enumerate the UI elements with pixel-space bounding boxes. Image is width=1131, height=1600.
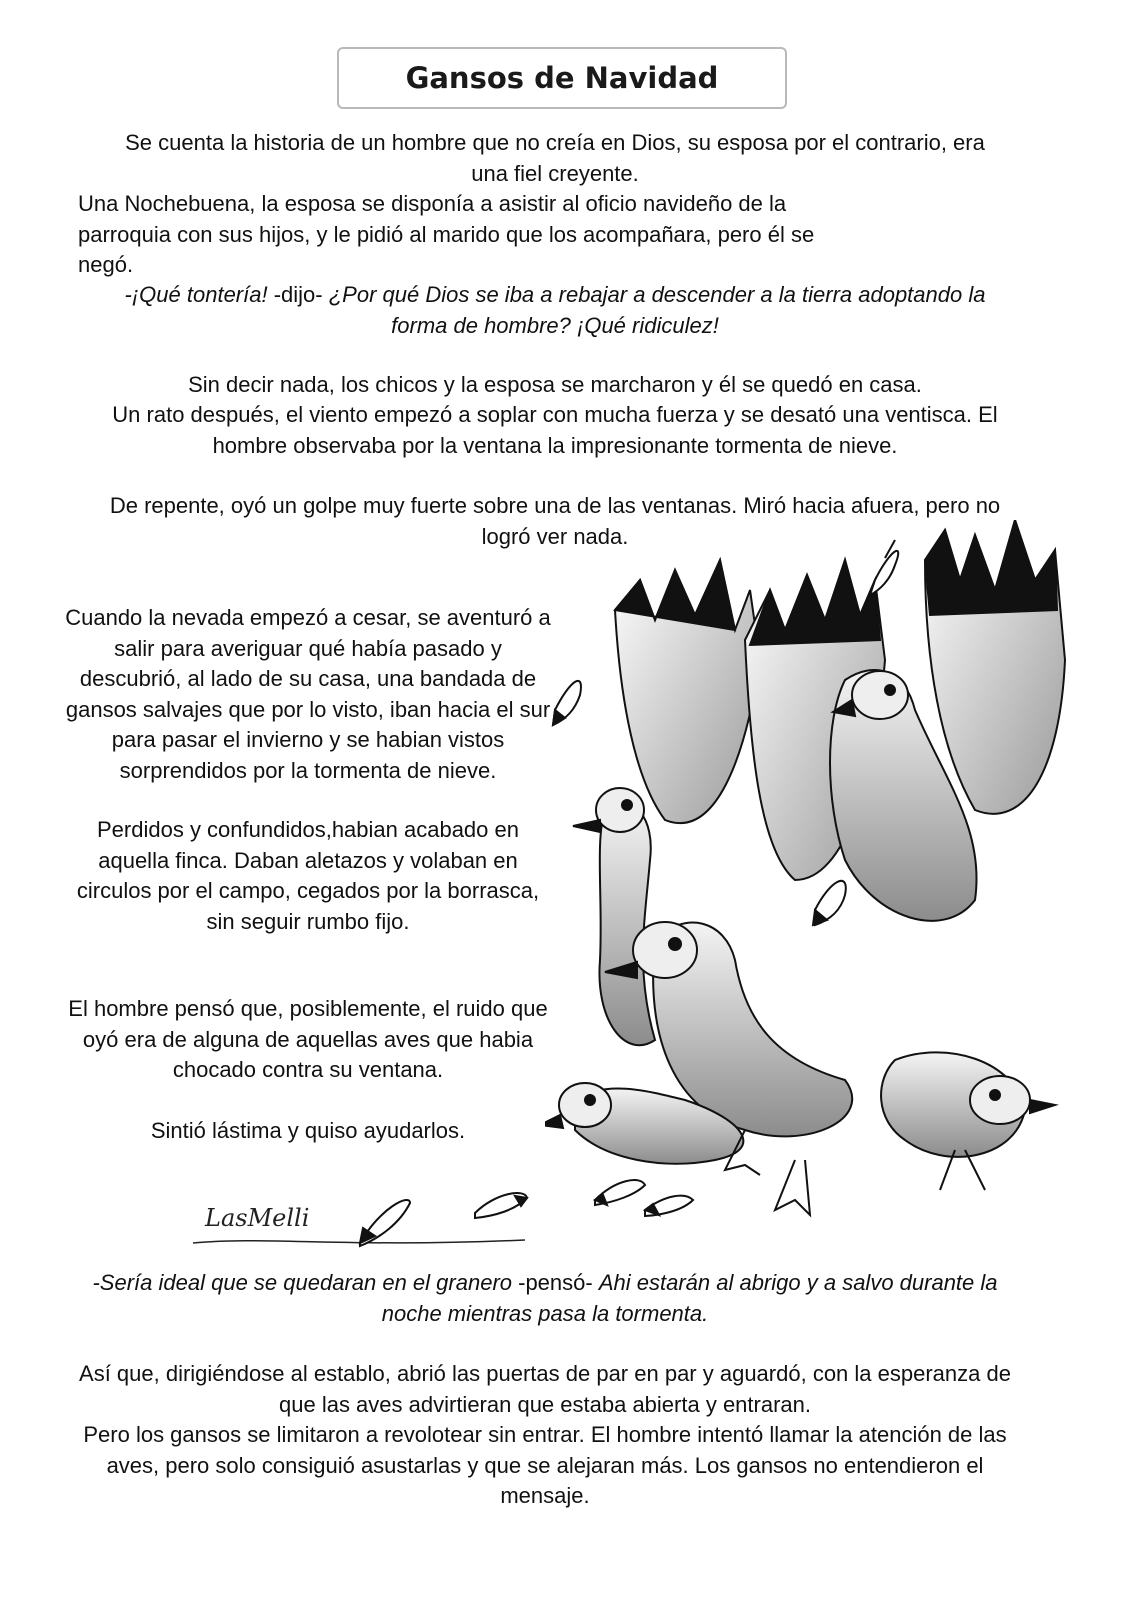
quote2-part-c: Ahi estarán al abrigo y a salvo durante la noche mientras pasa la tormenta. [381, 1270, 998, 1326]
column-paragraph-4: Sintió lástima y quiso ayudarlos. [150, 1118, 466, 1143]
feather-mid [813, 881, 846, 925]
intro-paragraph-2-line-3: negó. [78, 252, 134, 277]
intro-paragraph-1: Se cuenta la historia de un hombre que no creía en Dios, su esposa por el contrario, era una fiel creyente. [125, 130, 985, 186]
middle-paragraph-3: De repente, oyó un golpe muy fuerte sobre una de las ventanas. Miró hacia afuera, pero no logró ver nada. [109, 493, 1001, 549]
closing-paragraph-2: Pero los gansos se limitaron a revolotear sin entrar. El hombre intentó llamar la atención de las aves, pero solo consiguió asustarlas y que se alejaran más. Los gansos no entendieron el mensaje. [83, 1422, 1007, 1508]
goose-bottom-right [881, 1052, 1055, 1190]
signature-feather-1 [360, 1200, 410, 1246]
intro-paragraph-2 [78, 189, 1058, 281]
feathers-ground [595, 1180, 693, 1216]
quote-paragraph [80, 1268, 1010, 1329]
intro-quote [105, 280, 1005, 341]
quote-question: ¿Por qué Dios se iba a rebajar a descender a la tierra adoptando la forma de hombre? ¡Qué ridiculez! [328, 282, 986, 338]
middle-paragraph-1: Sin decir nada, los chicos y la esposa se marcharon y él se quedó en casa. [188, 372, 922, 397]
quote2-part-a: -Sería ideal que se quedaran en el granero [92, 1270, 512, 1295]
feather-top [870, 540, 898, 595]
signature-text: LasMelli [205, 1204, 310, 1232]
wing-left [615, 560, 760, 823]
artist-signature [185, 1188, 545, 1258]
column-paragraph-2: Perdidos y confundidos,habian acabado en aquella finca. Daban aletazos y volaban en circulos por el campo, cegados por la borrasca, sin seguir rumbo fijo. [76, 817, 540, 934]
closing-paragraph-1: Así que, dirigiéndose al establo, abrió las puertas de par en par y aguardó, con la esperanza de que las aves advirtieran que estaba abierta y entraran. [79, 1361, 1011, 1417]
intro-paragraph-2-line-1: Una Nochebuena, la esposa se disponía a asistir al oficio navideño de la [78, 191, 787, 216]
page-title: Gansos de Navidad [337, 47, 787, 109]
intro-paragraph-2-line-2: parroquia con sus hijos, y le pidió al marido que los acompañara, pero él se [78, 221, 815, 247]
geese-illustration [545, 520, 1105, 1240]
quote2-penso: -pensó- [512, 1270, 599, 1295]
middle-paragraph-2: Un rato después, el viento empezó a soplar con mucha fuerza y se desató una ventisca. El hombre observaba por la ventana la impresionante tormenta de nieve. [112, 402, 998, 458]
signature-feather-2 [475, 1193, 527, 1218]
webbed-feet [725, 1130, 810, 1215]
feather-left [553, 681, 581, 725]
quote-dijo: -dijo- [267, 282, 329, 307]
column-paragraph-1: Cuando la nevada empezó a cesar, se aventuró a salir para averiguar qué había pasado y descubrió, al lado de su casa, una bandada de gansos salvajes que por lo visto, iban hacia el sur para pasar el invierno y se habian vistos sorprendidos por la tormenta de nieve. [65, 605, 551, 783]
column-paragraph-3: El hombre pensó que, posiblemente, el ruido que oyó era de alguna de aquellas aves que habia chocado contra su ventana. [68, 996, 548, 1082]
goose-mid-left [573, 788, 655, 1045]
wing-right [925, 520, 1065, 814]
quote-exclamation: -¡Qué tontería! [124, 282, 268, 307]
